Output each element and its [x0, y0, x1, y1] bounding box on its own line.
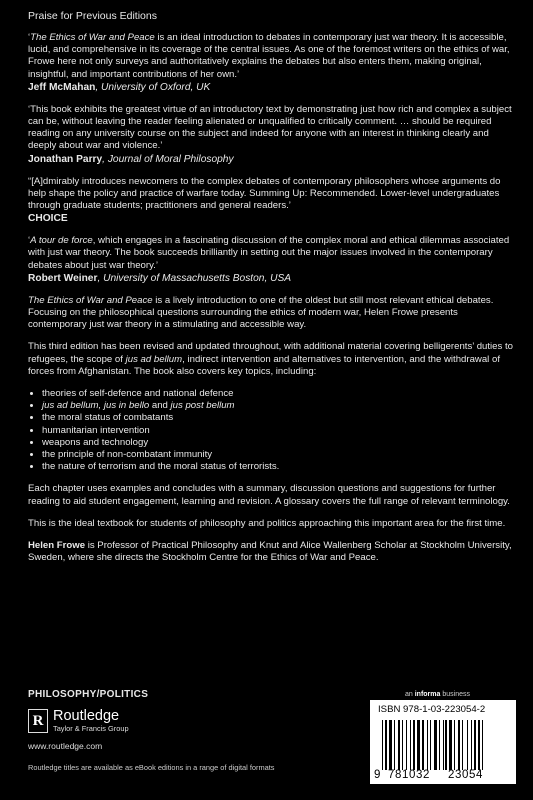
barcode-digit-lead: 9 — [374, 769, 381, 781]
publisher-group: Taylor & Francis Group — [53, 724, 129, 733]
description-chapters: Each chapter uses examples and concludes with a summary, discussion questions and suggestions for further reading to aid student engagement, learning and revision. A glossary covers the full range of relevant terminology. — [28, 483, 510, 507]
topics-list — [28, 388, 516, 473]
praise-item — [28, 32, 516, 94]
topic-part: jus ad bellum, jus in bello — [42, 400, 150, 412]
barcode-bar — [382, 720, 383, 770]
back-cover-text — [28, 10, 516, 575]
informa-suffix: business — [440, 691, 470, 698]
description-intro — [28, 295, 516, 332]
topic-item — [42, 412, 516, 424]
barcode-bar — [445, 720, 447, 770]
praise-quote — [28, 32, 516, 81]
praise-quote-part: A tour de force — [30, 235, 93, 247]
barcode-bar — [410, 720, 411, 770]
description-edition-part: This third edition has been revised and updated throughout, with additional material covering belligerents’ duties to refugees, the scope of — [28, 341, 513, 365]
barcode-bar — [394, 720, 395, 770]
praise-item — [28, 176, 516, 226]
praise-author — [28, 81, 516, 94]
barcode-bar — [474, 720, 476, 770]
praise-quote-part: The Ethics of War and Peace — [30, 32, 155, 43]
informa-brand: informa — [414, 691, 441, 698]
description-intro-part: The Ethics of War and Peace — [28, 294, 153, 306]
description-edition — [28, 341, 516, 378]
topic-part: jus post bellum — [170, 400, 235, 412]
topic-item — [42, 461, 516, 473]
barcode-bar — [454, 720, 455, 770]
barcode-digits-group1: 781032 — [388, 769, 430, 781]
topic-item — [42, 425, 516, 437]
praise-author-affiliation: , University of Oxford, UK — [95, 81, 211, 93]
barcode-bar — [458, 720, 460, 770]
routledge-logo — [28, 709, 129, 734]
barcode-bar — [402, 720, 403, 770]
praise-item — [28, 235, 516, 285]
barcode-bars — [382, 720, 510, 770]
praise-author-affiliation: , University of Massachusetts Boston, USA — [97, 272, 292, 284]
isbn-label: ISBN 978-1-03-223054-2 — [378, 704, 486, 715]
praise-item — [28, 104, 516, 166]
barcode-bar — [462, 720, 463, 770]
topic-item — [42, 388, 516, 400]
barcode-bar — [443, 720, 444, 770]
praise-author — [28, 212, 516, 225]
praise-quote-part: ‘ — [28, 235, 31, 247]
praise-quote-part: , which engages in a fascinating discussion of the complex moral and ethical dilemmas associated with just war theory. The book succeeds brilliantly in setting out the major issues involved in the contemporary debates about just war theory.’ — [28, 235, 510, 271]
topic-item — [42, 449, 516, 461]
topic-part: humanitarian intervention — [42, 424, 150, 436]
praise-author — [28, 153, 516, 166]
praise-author-name: Jonathan Parry — [28, 153, 103, 165]
barcode-bar — [482, 720, 483, 770]
barcode-bar — [422, 720, 424, 770]
description-edition-part: jus ad bellum — [125, 353, 183, 365]
praise-quote — [28, 235, 516, 272]
praise-author-name: Robert Weiner — [28, 272, 98, 284]
praise-quote-part: ‘This book exhibits the greatest virtue of an introductory text by demonstrating just how rich and complex a subject can be, without leaving the reader feeling alienated or unqualified to critically comment. … should be required reading on any university course on the subject and indeed for anyone with an interest in thinking clearly and deeply about war and violence.’ — [28, 103, 512, 152]
ebook-note: Routledge titles are available as eBook editions in a range of digital formats — [28, 763, 275, 772]
topic-part: the nature of terrorism and the moral status of terrorists. — [42, 461, 280, 473]
topic-part: weapons and technology — [42, 436, 149, 448]
routledge-r-icon: R — [28, 709, 48, 733]
praise-author-name: CHOICE — [28, 213, 68, 225]
barcode-bar — [478, 720, 480, 770]
topic-part: theories of self-defence and national defence — [42, 388, 234, 400]
topic-item — [42, 437, 516, 449]
barcode-digits-group2: 23054 — [448, 769, 483, 781]
barcode-bar — [430, 720, 431, 770]
praise-quote-part: ‘ — [28, 32, 31, 43]
barcode-bar — [417, 720, 420, 770]
topic-part: the moral status of combatants — [42, 412, 174, 424]
informa-prefix: an — [405, 691, 415, 698]
barcode-bar — [413, 720, 415, 770]
praise-quote-part: is an ideal introduction to debates in contemporary just war theory. It is accessible, lucid, and comprehensive in its coverage of the central issues. As one of the foremost writers on the ethics of war, Frowe here not only surveys and authoritatively explains the debates but also enters them, making original, insightful, and important contributions of her own.’ — [28, 32, 510, 80]
barcode-bar — [439, 720, 440, 770]
barcode-bar — [398, 720, 400, 770]
praise-heading: Praise for Previous Editions — [28, 10, 157, 22]
praise-quote-part: “[A]dmirably introduces newcomers to the complex debates of contemporary philosophers whose arguments do help shape the policy and practice of warfare today. Summing Up: Recommended. Lower-level undergraduates through graduate students; practitioners and general readers.’ — [28, 175, 501, 212]
author-bio-text: is Professor of Practical Philosophy and Knut and Alice Wallenberg Scholar at Stockholm University, Sweden, where she directs the Stockholm Centre for the Ethics of War and Peace. — [28, 540, 512, 564]
author-bio-name: Helen Frowe — [28, 540, 86, 552]
barcode-bar — [467, 720, 468, 770]
informa-badge — [405, 691, 470, 698]
barcode-bar — [449, 720, 452, 770]
topic-item — [42, 400, 516, 412]
author-bio — [28, 540, 516, 564]
topic-part: and — [149, 400, 171, 412]
barcode-bar — [434, 720, 437, 770]
praise-quote — [28, 104, 516, 153]
praise-quote — [28, 176, 516, 213]
barcode-bar — [389, 720, 392, 770]
description-edition-part: , indirect intervention and alternatives to intervention, and the withdrawal of forces from Afghanistan. The book also covers key topics, including: — [28, 353, 500, 377]
description-intro-part: is a lively introduction to one of the oldest but still most relevant ethical debates. Focusing on the philosophical questions surrounding the ethics of modern war, Helen Frowe presents contemporary just war theory in a stimulating and accessible way. — [28, 294, 494, 331]
praise-author-affiliation: , Journal of Moral Philosophy — [102, 153, 234, 165]
barcode-bar — [427, 720, 428, 770]
barcode-bar — [471, 720, 472, 770]
barcode — [370, 700, 516, 784]
publisher-website[interactable]: www.routledge.com — [28, 741, 103, 751]
barcode-bar — [406, 720, 407, 770]
subject-category: PHILOSOPHY/POLITICS — [28, 689, 149, 700]
praise-list — [28, 32, 516, 285]
barcode-bar — [385, 720, 387, 770]
praise-author-name: Jeff McMahan — [28, 81, 96, 93]
praise-author — [28, 272, 516, 285]
topic-part: the principle of non-combatant immunity — [42, 449, 213, 461]
description-audience: This is the ideal textbook for students of philosophy and politics approaching this important area for the first time. — [28, 517, 506, 529]
publisher-name: Routledge — [53, 708, 120, 724]
